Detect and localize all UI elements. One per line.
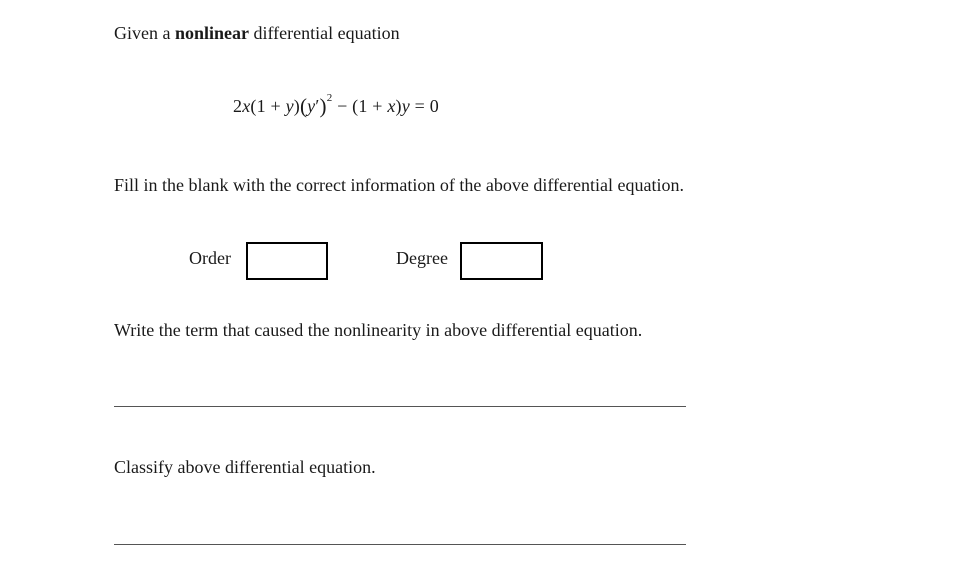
eq-term-close-2: ) [395,96,402,116]
eq-term-close: ) [293,96,300,116]
eq-var-y2: y [401,96,410,116]
fill-instruction: Fill in the blank with the correct information of the above differential equation. [114,175,684,195]
differential-equation [233,94,439,119]
eq-var-x: x [242,96,251,116]
eq-minus-term: − (1 + [332,96,388,116]
eq-equals-zero: = 0 [409,96,439,116]
order-answer-box[interactable] [246,242,328,280]
eq-term-open: (1 + [250,96,286,116]
intro-text [114,23,400,44]
eq-var-y: y [285,96,294,116]
eq-exponent: 2 [326,92,333,104]
eq-var-yprime: y [307,96,316,116]
eq-prime: ′ [315,96,320,116]
order-label: Order [189,248,231,268]
intro-prefix: Given a [114,23,175,43]
classify-answer-line[interactable] [114,544,686,545]
degree-answer-box[interactable] [460,242,543,280]
eq-close-paren: ) [319,94,327,118]
eq-open-paren: ( [299,94,308,118]
intro-bold-word: nonlinear [174,23,249,43]
eq-var-x2: x [387,96,396,116]
degree-label: Degree [396,248,448,268]
nonlinearity-answer-line[interactable] [114,406,686,407]
intro-suffix: differential equation [249,23,400,43]
classify-question: Classify above differential equation. [114,457,376,477]
nonlinearity-question: Write the term that caused the nonlinearity in above differential equation. [114,320,643,340]
eq-coefficient: 2 [233,96,243,116]
